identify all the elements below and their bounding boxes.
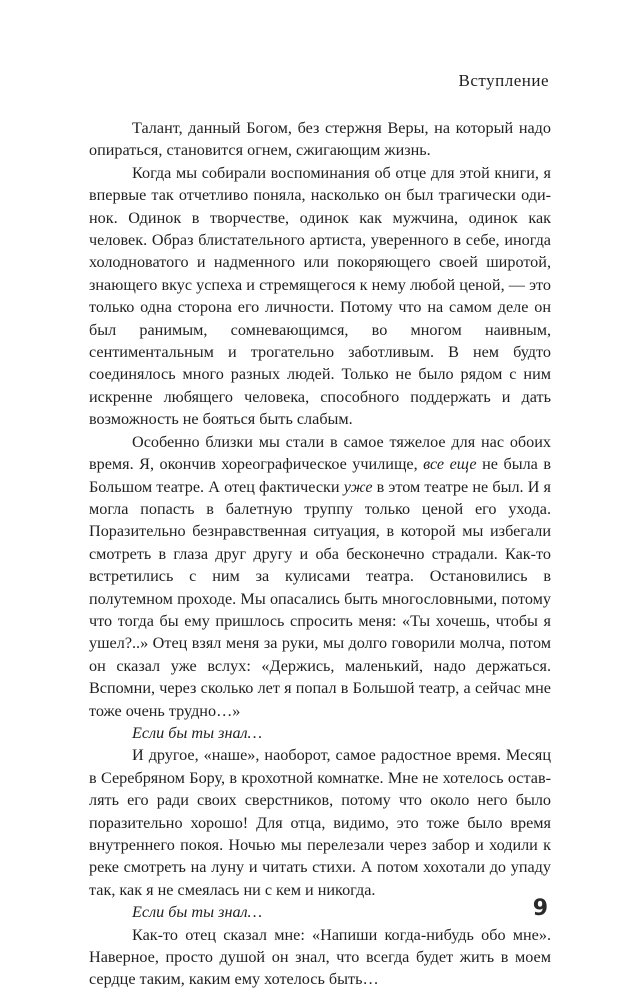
page-number: 9 <box>532 896 548 921</box>
text-run: Особенно близки мы стали в самое тяжелое для нас обоих время. Я, окончив хореографическое училище, <box>89 432 551 474</box>
running-title: Вступление <box>458 71 549 90</box>
paragraph: Талант, данный Богом, без стержня Веры, на который надо опираться, становится огнем, сжигающим жизнь. <box>89 119 551 160</box>
text-run: не была в Большом театре. А отец фактически <box>89 455 551 496</box>
paragraph: И другое, «наше», наоборот, самое радостное время. Месяц в Серебряном Бору, в крохотной комнатке. Мне не хотелось оставлять его ради своих сверстников, потому что около него было поразительно хорошо! Для отца, видимо, это тоже было время внутреннего покоя. Ночью мы перелезали через забор и ходили к реке смотреть на луну и читать стихи. А потом хохотали до упаду так, как я не смеялась ни с кем и никогда. <box>89 746 551 899</box>
italic-refrain: Если бы ты знал… <box>132 723 263 742</box>
text-run: в этом театре не был. И я могла попасть в балетную труппу только ценой его ухода. Поразительно безнравственная ситуация, в которой мы избегали смотреть в глаза друг другу и оба бесконечно страдали. Как-то встретились с ним за кулисами театра. Остановились в полутемном проходе. Мы опасались быть многословными, потому что тогда бы ему пришлось спросить меня: «Ты хочешь, чтобы я ушел?..» Отец взял меня за руки, мы долго говорили молча, потом он сказал уже вслух: «Держись, маленький, надо держаться. Вспомни, через сколько лет я попал в Большой театр, а сейчас мне тоже очень трудно…» <box>89 477 551 720</box>
paragraph <box>89 431 551 722</box>
paragraph: Как-то отец сказал мне: «Напиши когда-нибудь обо мне». Наверное, просто душой он знал, что всегда будет жить в моем сердце таким, каким ему хотелось быть… <box>89 925 551 989</box>
emphasis-run: уже <box>343 477 373 496</box>
italic-refrain: Если бы ты знал… <box>132 903 263 922</box>
paragraph: Когда мы собирали воспоминания об отце для этой книги, я впервые так отчетливо поняла, насколько он был трагически одинок. Одинок в творчестве, одинок как мужчина, одинок как человек. Образ блистательного артиста, уверенного в себе, иногда холодноватого и надменного или покоряющего своей широтой, знающего вкус успеха и стремящегося к нему любой ценой, — это только одна сторона его личности. Потому что на самом деле он был ранимым, сомневающимся, во многом наивным, сентиментальным и трогательно заботливым. В нем будто соединялось много разных людей. Только не было рядом с ним искренне любящего человека, способного поддержать и дать возможность не бояться быть слабым. <box>89 163 551 429</box>
emphasis-run: все еще <box>423 455 477 474</box>
text-block <box>89 117 551 991</box>
